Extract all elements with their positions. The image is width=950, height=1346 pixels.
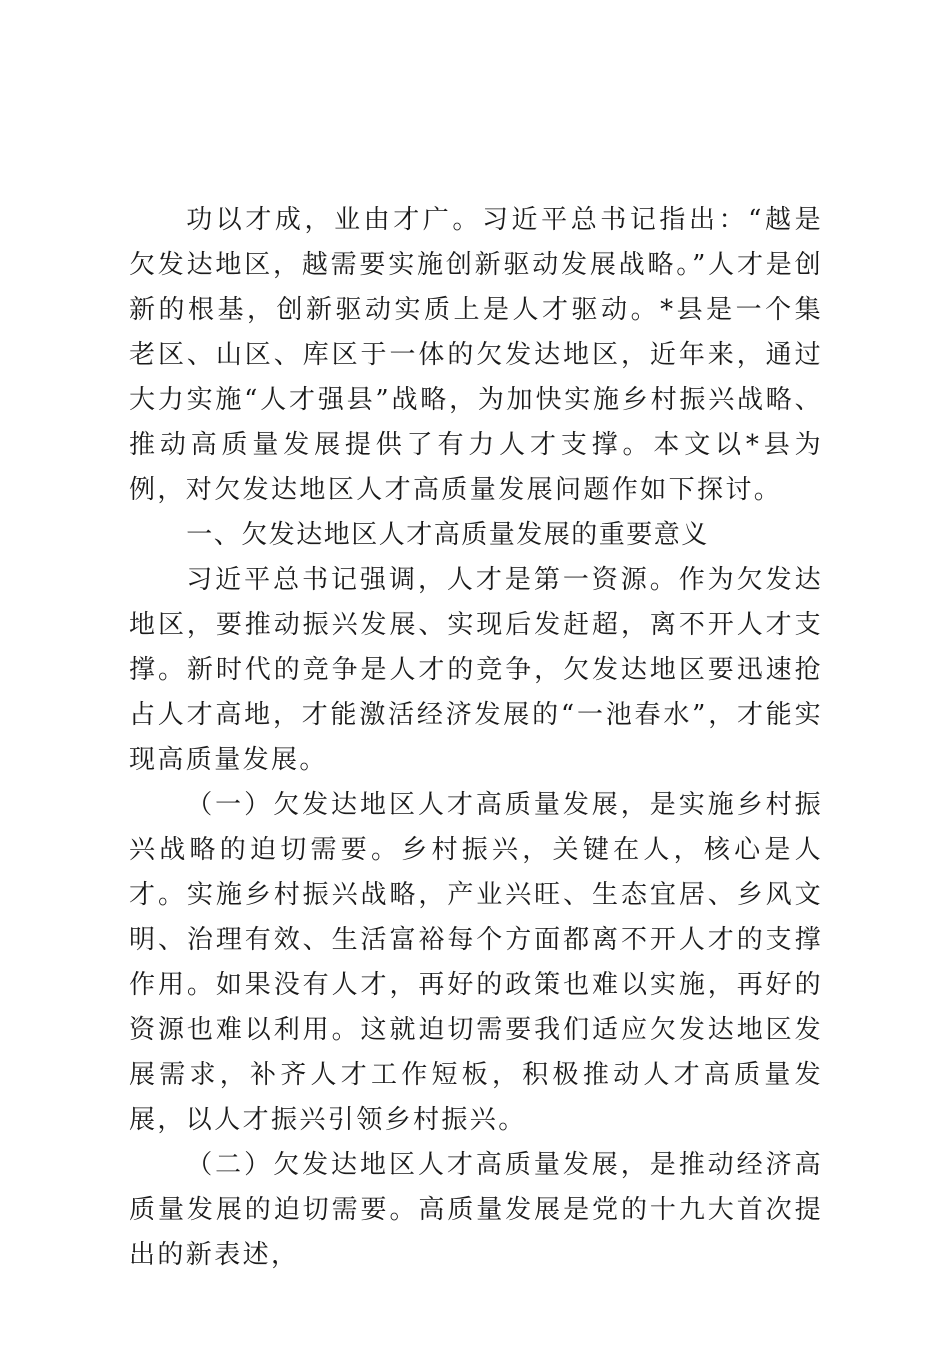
point-two-paragraph: （二）欠发达地区人才高质量发展，是推动经济高质量发展的迫切需要。高质量发展是党的十九大首次提出的新表述， <box>129 1150 823 1270</box>
point-one-paragraph: （一）欠发达地区人才高质量发展，是实施乡村振兴战略的迫切需要。乡村振兴，关键在人，核心是人才。实施乡村振兴战略，产业兴旺、生态宜居、乡风文明、治理有效、生活富裕每个方面都离不开人才的支撑作用。如果没有人才，再好的政策也难以实施，再好的资源也难以利用。这就迫切需要我们适应欠发达地区发展需求，补齐人才工作短板，积极推动人才高质量发展，以人才振兴引领乡村振兴。 <box>129 790 823 1135</box>
intro-paragraph: 功以才成，业由才广。习近平总书记指出：“越是欠发达地区，越需要实施创新驱动发展战略。”人才是创新的根基，创新驱动实质上是人才驱动。*县是一个集老区、山区、库区于一体的欠发达地区，近年来，通过大力实施“人才强县”战略，为加快实施乡村振兴战略、推动高质量发展提供了有力人才支撑。本文以*县为例，对欠发达地区人才高质量发展问题作如下探讨。 <box>129 205 823 505</box>
section-heading: 一、欠发达地区人才高质量发展的重要意义 <box>186 520 709 550</box>
section-paragraph: 习近平总书记强调，人才是第一资源。作为欠发达地区，要推动振兴发展、实现后发赶超，离不开人才支撑。新时代的竞争是人才的竞争，欠发达地区要迅速抢占人才高地，才能激活经济发展的“一池春水”，才能实现高质量发展。 <box>129 565 823 775</box>
document-body <box>129 198 823 1278</box>
